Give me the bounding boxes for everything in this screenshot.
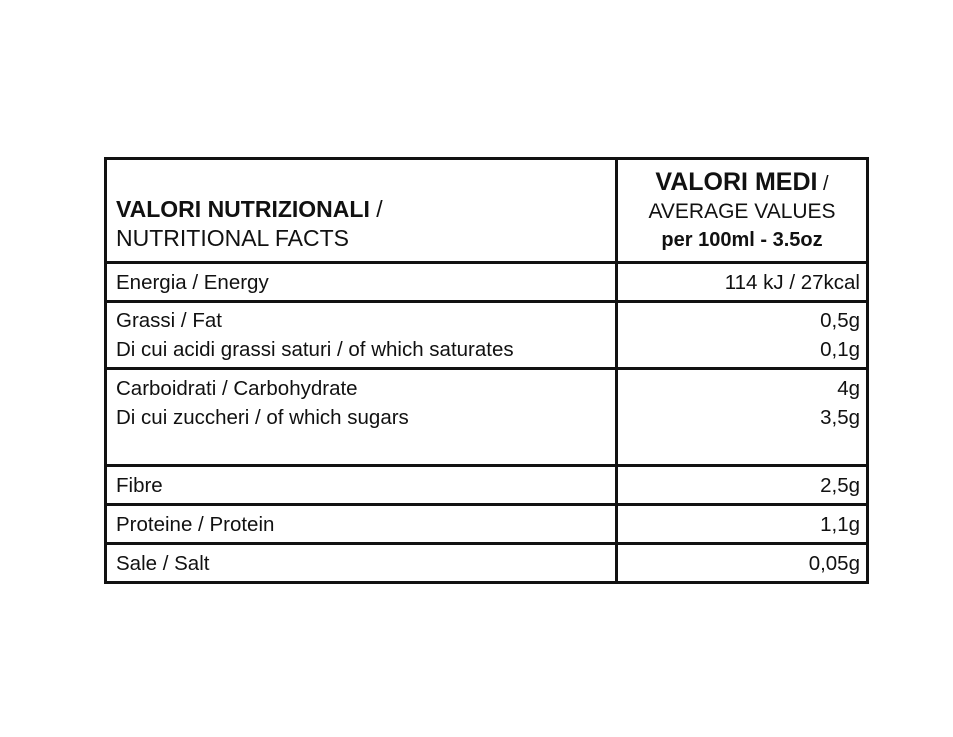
nutrition-title-slash: /: [369, 196, 383, 222]
protein-label-cell: [106, 505, 617, 544]
table-header-row: [106, 159, 868, 263]
carbohydrate-value: 4g: [837, 377, 860, 400]
fat-value: 0,5g: [820, 309, 860, 332]
fibre-value: 2,5g: [820, 473, 860, 497]
fat-value-cell: [617, 302, 868, 369]
energy-label-cell: [106, 263, 617, 302]
protein-value-cell: [617, 505, 868, 544]
protein-value: 1,1g: [820, 512, 860, 536]
salt-value-cell: [617, 544, 868, 583]
sugars-value: 3,5g: [820, 406, 860, 429]
average-values-slash: /: [817, 172, 829, 195]
table-row-carbohydrate: [106, 369, 868, 466]
energy-value-cell: [617, 263, 868, 302]
carbohydrate-value-cell: [617, 369, 868, 466]
table-row-salt: [106, 544, 868, 583]
salt-label-cell: [106, 544, 617, 583]
salt-value: 0,05g: [808, 551, 860, 575]
fat-label: Grassi / Fat: [116, 309, 222, 332]
nutrition-facts-table: [104, 157, 869, 584]
sugars-label: Di cui zuccheri / of which sugars: [116, 406, 409, 429]
average-values-header-cell: [617, 159, 868, 263]
salt-label: Sale / Salt: [116, 551, 210, 575]
table-row-protein: [106, 505, 868, 544]
nutrition-subtitle: NUTRITIONAL FACTS: [116, 225, 349, 251]
average-values-subtitle: AVERAGE VALUES: [648, 199, 836, 223]
fat-label-cell: [106, 302, 617, 369]
saturates-label: Di cui acidi grassi saturi / of which saturates: [116, 338, 514, 361]
protein-label: Proteine / Protein: [116, 512, 275, 536]
carbohydrate-label-cell: [106, 369, 617, 466]
energy-value: 114 kJ / 27kcal: [724, 270, 860, 294]
nutrition-header-cell: [106, 159, 617, 263]
table-row-fat: [106, 302, 868, 369]
table-row-fibre: [106, 466, 868, 505]
saturates-value: 0,1g: [820, 338, 860, 361]
average-values-title: VALORI MEDI: [655, 167, 818, 196]
fibre-value-cell: [617, 466, 868, 505]
fibre-label-cell: [106, 466, 617, 505]
fibre-label: Fibre: [116, 473, 163, 497]
energy-label: Energia / Energy: [116, 270, 269, 294]
carbohydrate-label: Carboidrati / Carbohydrate: [116, 377, 358, 400]
table-row-energy: [106, 263, 868, 302]
serving-unit: per 100ml - 3.5oz: [661, 228, 823, 251]
nutrition-title: VALORI NUTRIZIONALI: [116, 196, 370, 222]
